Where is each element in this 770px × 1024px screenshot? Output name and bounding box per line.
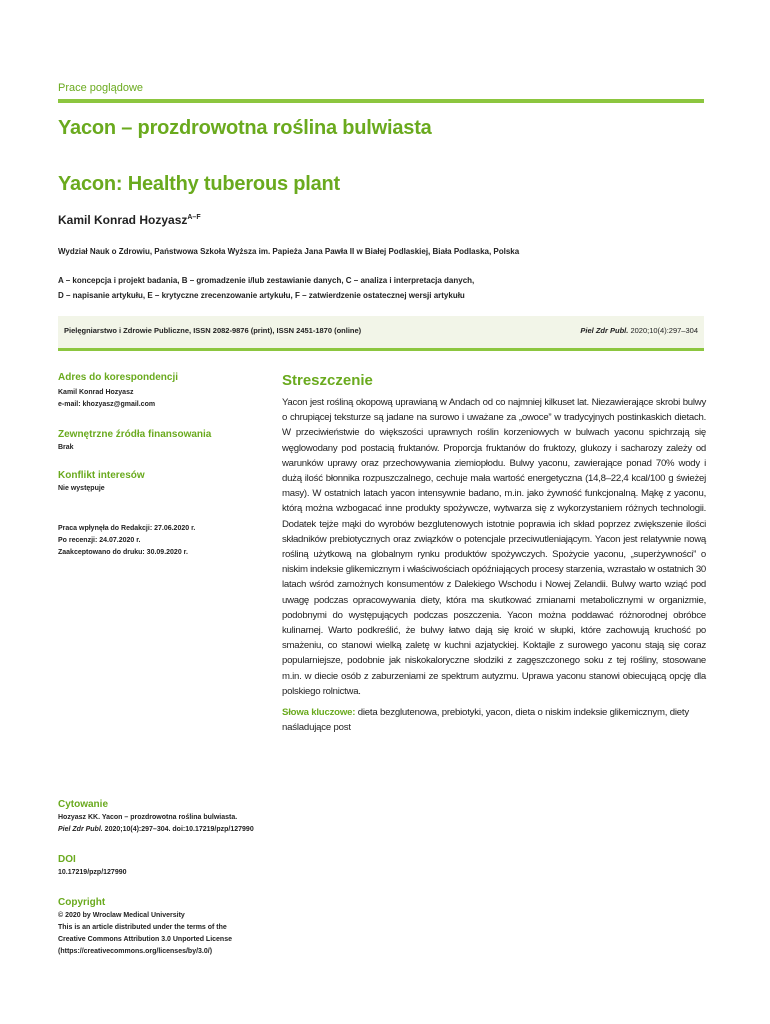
copyright-line: Creative Commons Attribution 3.0 Unported License [58,936,232,943]
contributions [58,273,474,303]
journal-volume: 2020;10(4):297–304 [630,326,698,335]
citation-journal: Piel Zdr Publ. [58,826,103,833]
header-rule [58,99,704,103]
funding-text: Brak [58,444,74,451]
section-label: Prace poglądowe [58,82,144,94]
funding-heading: Zewnętrzne źródła finansowania [58,429,212,440]
conflict-heading: Konflikt interesów [58,470,145,481]
copyright-line: This is an article distributed under the terms of the [58,924,227,931]
journal-bar [58,316,704,351]
journal-abbreviation: Piel Zdr Publ. [580,326,629,335]
contribution-line: D – napisanie artykułu, E – krytyczne zrecenzowanie artykułu, F – zatwierdzenie ostatecznej wersji artykułu [58,291,465,300]
correspondence-heading: Adres do korespondencji [58,372,179,383]
copyright-line: © 2020 by Wroclaw Medical University [58,912,185,919]
correspondence-text [58,387,268,411]
citation-line: Hozyasz KK. Yacon – prozdrowotna roślina bulwiasta. [58,814,238,821]
copyright-heading: Copyright [58,897,106,908]
sidebar [58,372,268,958]
citation-heading: Cytowanie [58,799,109,810]
correspondence-name: Kamil Konrad Hozyasz [58,389,134,396]
journal-reference [580,326,698,335]
copyright-text [58,910,268,958]
title-polish: Yacon – prozdrowotna roślina bulwiasta [58,117,432,139]
author-name: Kamil Konrad Hozyasz [58,213,188,227]
author [58,213,201,227]
journal-info: Pielęgniarstwo i Zdrowie Publiczne, ISSN 2082-9876 (print), ISSN 2451-1870 (online) [64,326,362,335]
contribution-line: A – koncepcja i projekt badania, B – gromadzenie i/lub zestawianie danych, C – analiza i interpretacja danych, [58,276,475,285]
abstract-section [282,372,706,735]
affiliation: Wydział Nauk o Zdrowiu, Państwowa Szkoła Wyższa im. Papieża Jana Pawła II w Białej Podlaskiej, Biała Podlaska, Polska [58,247,520,256]
citation-text [58,812,268,836]
date-reviewed: Po recenzji: 24.07.2020 r. [58,537,141,544]
date-accepted: Zaakceptowano do druku: 30.09.2020 r. [58,549,188,556]
conflict-text: Nie występuje [58,485,105,492]
license-link[interactable]: (https://creativecommons.org/licenses/by/3.0/) [58,948,213,955]
abstract-body: Yacon jest rośliną okopową uprawianą w Andach od co najmniej kilkuset lat. Niezawierające skrobi bulwy o chrupiącej teksturze są jadane na surowo i uważane za „owoce” w tradycyjnych postinkaskich dietach. W przeciwieństwie do większości uprawnych roślin korzeniowych w bulwach yaconu spichrzają się węglowodany pod postacią fruktanów. Proporcja fruktanów do fruktozy, glukozy i sacharozy zależy od warunków uprawy oraz przechowywania ziemiopłodu. Bulwy yaconu, zawierające ponad 70% wody i dużą ilość błonnika rozpuszczalnego, cechuje mała wartość energetyczna (14,8–22,4 kcal/100 g świeżej masy). W ostatnich latach yacon intensywnie badano, m.in. jako żywność funkcjonalną. Mąkę z yaconu, którą można wzbogacać inne produkty spożywcze, wytwarza się z wykorzystaniem różnych technologii. Dodatek tejże mąki do wyrobów bezglutenowych istotnie poprawia ich skład poprzez zwiększenie ilości składników prebiotycznych oraz związków o potencjale przeciwutleniającym. Yacon jest relatywnie nową rośliną użytkową na globalnym rynku produktów spożywczych. Spożycie yaconu, „superżywności” o niskim indeksie glikemicznym i właściwościach opóźniających procesy starzenia, wzrastało w ostatnich 30 latach wśród zamożnych konsumentów z Dalekiego Wschodu i Nowej Zelandii. Bulwy warto wziąć pod uwagę podczas opracowywania diety, która ma skutkować zmianami metabolicznymi w organizmie, podobnymi do występujących podczas poszczenia. Yacon można poddawać różnorodnej obróbce kulinarnej. Warto podkreślić, że bulwy łatwo dają się kroić w słupki, które zachowują kruchość po smażeniu, co stanowi wielką zaletę w kuchni azjatyckiej. Koktajle z surowego yaconu stają się coraz popularniejsze, podobnie jak niskokaloryczne słodziki z zagęszczonego soku z tej rośliny, stosowane m.in. w diecie osób z zaburzeniami ze spektrum autyzmu. Uprawa yaconu stanowi obiecującą opcję dla polskiego rolnictwa. [282,397,706,697]
abstract-heading: Streszczenie [282,372,373,389]
title-english: Yacon: Healthy tuberous plant [58,173,341,195]
keywords-list: dieta bezglutenowa, prebiotyki, yacon, dieta o niskim indeksie glikemicznym, diety naśladujące post [282,707,689,734]
dates [58,523,268,559]
author-contribution-marks: A–F [187,214,201,221]
date-received: Praca wpłynęła do Redakcji: 27.06.2020 r. [58,525,196,532]
correspondence-email[interactable]: e-mail: khozyasz@gmail.com [58,401,156,408]
keywords-label: Słowa kluczowe: [282,707,356,719]
citation-ref: 2020;10(4):297–304. doi:10.17219/pzp/127990 [102,826,254,833]
doi-text[interactable]: 10.17219/pzp/127990 [58,869,127,876]
doi-heading: DOI [58,854,76,865]
keywords [282,705,706,735]
